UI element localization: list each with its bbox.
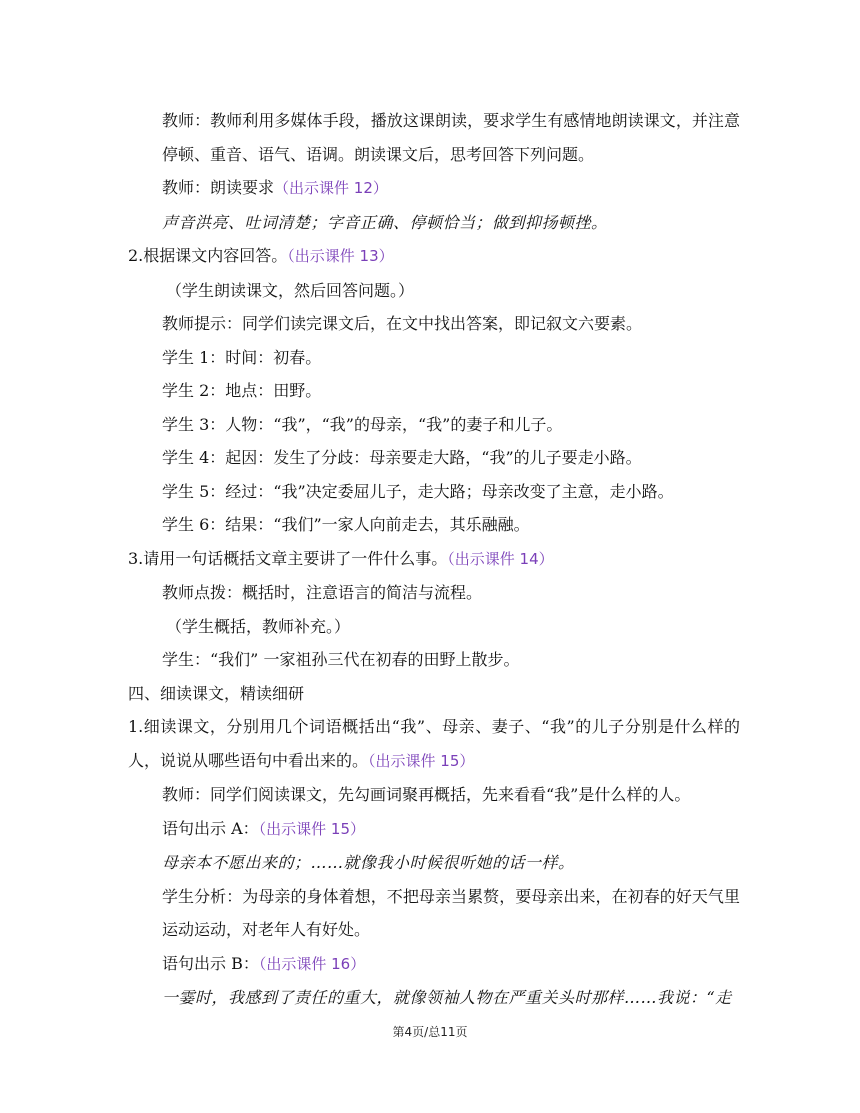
page-content (128, 104, 740, 1015)
courseware-ref: （出示课件 14） (447, 549, 554, 568)
paragraph-text: 学生：“我们” 一家祖孙三代在初春的田野上散步。 (162, 650, 520, 669)
paragraph-text: 学生 5：经过：“我”决定委屈儿子，走大路；母亲改变了主意，走小路。 (162, 481, 674, 501)
sentence-display-b (128, 947, 740, 982)
courseware-ref: （出示课件 12） (274, 179, 388, 197)
paragraph-reading-requirement (128, 171, 740, 206)
student-answer-5 (128, 475, 740, 509)
paragraph-text: 教师：同学们阅读课文，先勾画词聚再概括，先来看看“我”是什么样的人。 (162, 785, 691, 804)
courseware-ref: （出示课件 16） (258, 954, 366, 973)
question-3-heading (128, 542, 740, 577)
student-answer-1 (128, 341, 740, 375)
paragraph-text: 学生分析：为母亲的身体着想，不把母亲当累赘，要母亲出来，在初春的好天气里运动运动，对老年人有好处。 (162, 886, 740, 939)
paragraph-student-read (128, 274, 740, 308)
paragraph-teacher-instruction (128, 778, 740, 812)
quote-sentence-b (128, 981, 740, 1015)
question-text: 1.细读课文，分别用几个词语概括出“我”、母亲、妻子、“我”的儿子分别是什么样的人，说说从哪些语句中看出来的。 (128, 717, 740, 770)
paragraph-text: 学生 2：地点：田野。 (162, 381, 322, 400)
paragraph-text: 教师提示：同学们读完课文后，在文中找出答案，即记叙文六要素。 (162, 314, 643, 333)
courseware-ref: （出示课件 13） (287, 247, 394, 265)
paragraph-teacher-guidance (128, 576, 740, 610)
paragraph-text: 学生 4：起因：发生了分歧：母亲要走大路，“我”的儿子要走小路。 (162, 448, 642, 467)
student-summary (128, 643, 740, 677)
paragraph-student-summary-note (128, 610, 740, 644)
question-text: 3.请用一句话概括文章主要讲了一件什么事。 (128, 548, 448, 568)
quote-text: 声音洪亮、吐词清楚；字音正确、停顿恰当；做到抑扬顿挫。 (162, 212, 608, 232)
section-heading-4 (128, 677, 740, 711)
page-number-footer: 第4页/总11页 (392, 1025, 468, 1039)
paragraph-student-analysis (128, 880, 740, 947)
paragraph-text: （学生朗读课文，然后回答问题。） (166, 280, 415, 300)
sentence-display-a (128, 812, 740, 847)
quote-reading-standard (128, 206, 740, 240)
paragraph-text: 学生 6：结果：“我们”一家人向前走去，其乐融融。 (162, 515, 530, 534)
question-text: 2.根据课文内容回答。 (128, 246, 288, 265)
quote-text: 一霎时，我感到了责任的重大，就像领袖人物在严重关头时那样……我说：“走 (162, 988, 732, 1007)
question-1-close-reading (128, 710, 740, 778)
student-answer-4 (128, 441, 740, 475)
paragraph-text: 教师：朗读要求 (162, 178, 275, 197)
paragraph-text: 学生 1：时间：初春。 (162, 347, 322, 367)
paragraph-text: 教师点拨：概括时，注意语言的简洁与流程。 (162, 583, 483, 602)
paragraph-text: 语句出示 A： (162, 818, 259, 838)
courseware-ref: （出示课件 15） (258, 819, 366, 838)
paragraph-text: 语句出示 B： (162, 953, 259, 973)
paragraph-teacher-multimedia (128, 104, 740, 171)
student-answer-6 (128, 508, 740, 542)
question-2-heading (128, 239, 740, 274)
quote-text: 母亲本不愿出来的；……就像我小时候很听她的话一样。 (162, 853, 575, 872)
courseware-ref: （出示课件 15） (368, 751, 475, 770)
paragraph-text: （学生概括，教师补充。） (166, 616, 351, 636)
student-answer-2 (128, 374, 740, 408)
paragraph-text: 学生 3：人物：“我”，“我”的母亲，“我”的妻子和儿子。 (162, 414, 563, 434)
student-answer-3 (128, 408, 740, 442)
paragraph-text: 教师：教师利用多媒体手段，播放这课朗读，要求学生有感情地朗读课文，并注意停顿、重音、语气、语调。朗读课文后，思考回答下列问题。 (162, 111, 740, 164)
quote-sentence-a (128, 846, 740, 880)
paragraph-teacher-hint (128, 307, 740, 341)
section-heading-text: 四、细读课文，精读细研 (128, 683, 305, 703)
